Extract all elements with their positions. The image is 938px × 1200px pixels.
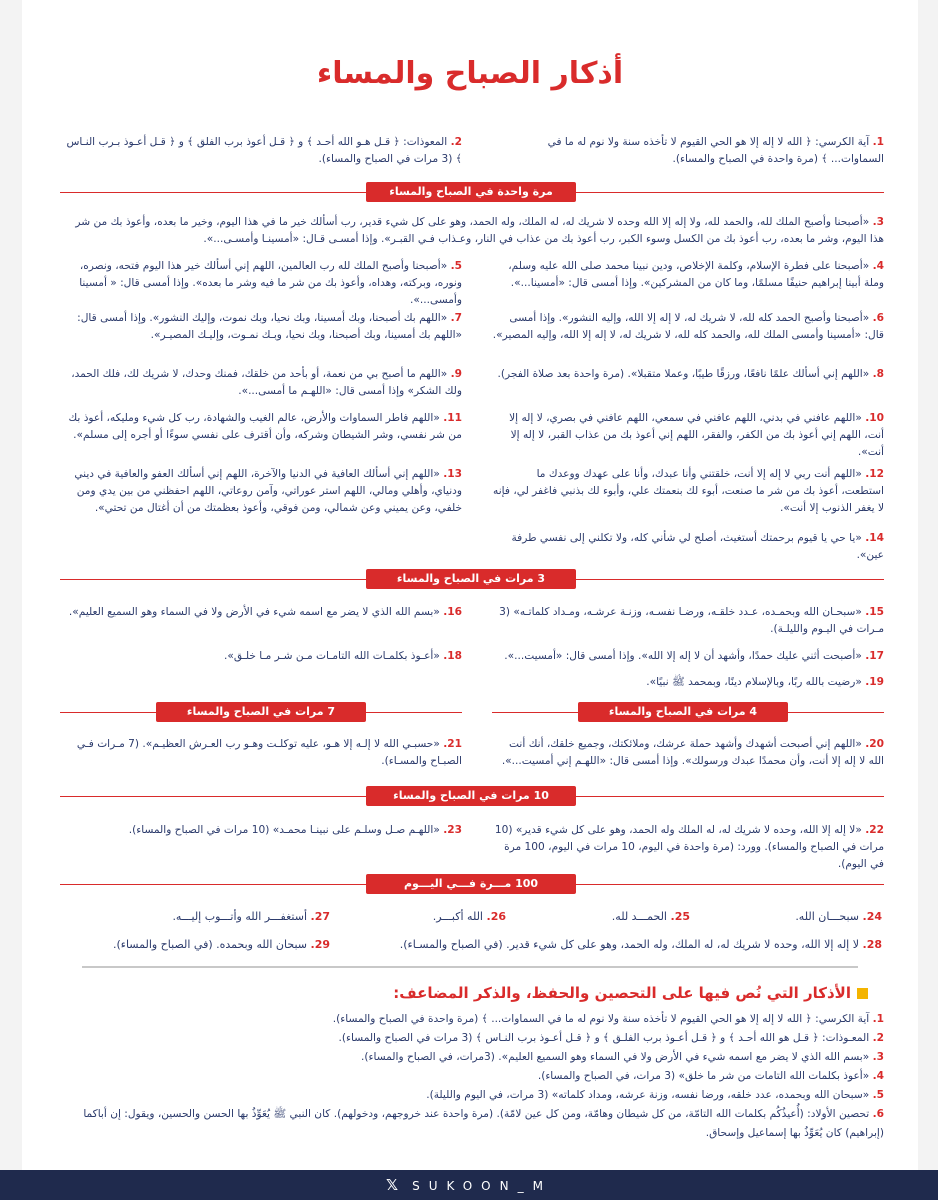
dhikr-item-1 bbox=[492, 134, 884, 168]
dhikr-item-4 bbox=[492, 258, 884, 292]
item-text: «حسبـي الله لا إلـه إلا هـو، عليه توكلـت وهـو رب العـرش العظيـم». (7 مـرات فـي الصبـاح والمسـاء). bbox=[76, 738, 462, 767]
item-number: 5. bbox=[450, 260, 462, 272]
item-number: 3. bbox=[872, 216, 884, 228]
dhikr-item-10 bbox=[492, 410, 884, 461]
item-text: «أعوذ بكلمات الله التامات من شر ما خلق» (3 مرات، في الصباح والمساء). bbox=[537, 1070, 870, 1082]
hundred-item-25 bbox=[612, 910, 690, 923]
item-number: 25. bbox=[670, 910, 690, 923]
item-text: «أعـوذ بكلمـات الله التامـات مـن شـر مـا خلـق». bbox=[224, 650, 440, 662]
list-item bbox=[60, 1105, 884, 1143]
item-text: «بسم الله الذي لا يضر مع اسمه شيء في الأرض ولا في السماء وهو السميع العليم». (3مرات، في الصباح والمساء). bbox=[361, 1051, 870, 1063]
item-number: 9. bbox=[450, 368, 462, 380]
item-text: «لا إله إلا الله، وحده لا شريك له، له الملك وله الحمد، وهو على كل شيء قدير» (10 مرات في الصباح والمساء). وورد: (مرة واحدة في اليوم، 10 مرات في اليوم، 100 مرة في اليوم). bbox=[494, 824, 884, 870]
item-number: 7. bbox=[450, 312, 462, 324]
item-number: 1. bbox=[872, 1013, 884, 1025]
footer-content bbox=[0, 1170, 938, 1200]
item-text: «أصبحنا وأصبح الحمد كله لله، لا شريك له، لا إله إلا الله، وإليه النشور». وإذا أمسى قال: «أمسينا وأمسى الملك لله، والحمد كله لله، لا شريك له، لا إله إلا الله، وإليه المصير». bbox=[492, 312, 884, 341]
item-text: لا إله إلا الله، وحده لا شريك له، له الملك، وله الحمد، وهو على كل شيء قدير. (في الصباح والمسـاء). bbox=[399, 938, 859, 951]
dhikr-item-11 bbox=[60, 410, 462, 444]
hundred-item-27 bbox=[172, 910, 330, 923]
item-text: «اللهم إني أسألك علمًا نافعًا، ورزقًا طيبًا، وعملا متقبلا». (مرة واحدة بعد صلاة الفجر). bbox=[497, 368, 870, 380]
item-number: 19. bbox=[865, 676, 884, 688]
banner-seven: 7 مرات في الصباح والمساء bbox=[156, 702, 366, 722]
list-item bbox=[60, 1010, 884, 1029]
document-page bbox=[22, 0, 918, 1200]
item-number: 4. bbox=[872, 260, 884, 272]
dhikr-item-5 bbox=[60, 258, 462, 309]
hundred-item-26 bbox=[433, 910, 506, 923]
dhikr-item-8 bbox=[492, 366, 884, 383]
item-number: 18. bbox=[443, 650, 462, 662]
dhikr-item-20 bbox=[492, 736, 884, 770]
banner-three: 3 مرات في الصباح والمساء bbox=[366, 569, 576, 589]
item-number: 6. bbox=[872, 1108, 884, 1120]
item-text: «أصبحنا وأصبح الملك لله، والحمد لله، ولا إله إلا الله وحده لا شريك له، له الملك، وله الحمد، وهو على كل شيء قدير، رب أسألك خير ما في هذا اليوم، وخير ما بعده، وأعوذ بك من شر هذا اليوم، وشر ما بعده، رب أعوذ بك من الكسل وسوء الكبر، رب أعوذ بك من عذاب في النار، وعـذاب فـي القبـر». وإذا أمسـى قـال: «أمسينـا وأمسـى...». bbox=[75, 216, 884, 245]
dhikr-item-21 bbox=[60, 736, 462, 770]
section-divider bbox=[82, 966, 858, 968]
item-number: 2. bbox=[450, 136, 462, 148]
banner-hundred: 100 مـــرة فـــي اليـــوم bbox=[366, 874, 576, 894]
item-number: 26. bbox=[486, 910, 506, 923]
item-text: «اللهم إني أسألك العافية في الدنيا والآخرة، اللهم إني أسألك العفو والعافية في ديني ودنياي، وأهلي ومالي، اللهم استر عوراتي، وآمن روعاتي، اللهم احفظني من بين يدي ومن خلفي، وعن يميني وعن شمالي، ومن فوقي، وأعوذ بعظمتك من أن أغتال من تحتي». bbox=[74, 468, 462, 514]
dhikr-item-9 bbox=[60, 366, 462, 400]
dhikr-item-6 bbox=[492, 310, 884, 344]
item-number: 22. bbox=[865, 824, 884, 836]
footer-bar bbox=[0, 1170, 938, 1200]
item-number: 11. bbox=[443, 412, 462, 424]
item-number: 2. bbox=[872, 1032, 884, 1044]
section-title bbox=[393, 984, 868, 1002]
item-text: «اللهم عافني في بدني، اللهم عافني في سمعي، اللهم عافني في بصري، لا إله إلا أنت، اللهم إني أعوذ بك من الكفر، والفقر، اللهم إني أعوذ بك من عذاب القبر، لا إله إلا أنت». bbox=[509, 412, 884, 458]
item-text: «اللهم فاطر السماوات والأرض، عالم الغيب والشهادة، رب كل شيء ومليكه، أعوذ بك من شر نفسي، وشر الشيطان وشركه، وأن أقترف على نفسي سوءًا أو أجره إلى مسلم». bbox=[68, 412, 462, 441]
item-text: تحصين الأولاد: (أُعيذُكُم بكلمات الله التامّة، من كل شيطان وهامّة، ومن كل عين لامّة). (مرة واحدة عند خروجهم، ودخولهم). كان النبي ﷺ يُعَوِّذُ بها الحسن والحسين، ويقول: إن أباكما (إبراهيم) كان يُعَوِّذُ بها إسماعيل وإسحاق. bbox=[83, 1108, 884, 1139]
item-text: «سبحان الله وبحمده، عدد خلقه، ورضا نفسه، وزنة عرشه، ومداد كلماته» (3 مرات، في اليوم والليلة). bbox=[426, 1089, 870, 1101]
hundred-item-24 bbox=[795, 910, 882, 923]
item-text: «رضيت بالله ربًا، وبالإسلام دينًا، وبمحمد ﷺ نبيًا». bbox=[646, 676, 862, 688]
dhikr-item-2 bbox=[60, 134, 462, 168]
item-number: 29. bbox=[310, 938, 330, 951]
item-number: 1. bbox=[872, 136, 884, 148]
section-title-text: الأذكار التي نُص فيها على التحصين والحفظ، والذكر المضاعف: bbox=[393, 984, 851, 1002]
item-text: المعوذات: ﴿ قـل هـو الله أحـد ﴾ و ﴿ قـل أعوذ برب الفلق ﴾ و ﴿ قـل أعـوذ بـرب النـاس ﴾ (3 مرات في الصباح والمساء). bbox=[66, 136, 462, 165]
item-text: «يا حي يا قيوم برحمتك أستغيث، أصلح لي شأني كله، ولا تكلني إلى نفسي طرفة عين». bbox=[511, 532, 884, 561]
item-text: «اللهم ما أصبح بي من نعمة، أو بأحد من خلقك، فمنك وحدك، لا شريك لك، فلك الحمد، ولك الشكر» وإذا أمسى قال: «اللهـم ما أمسى...». bbox=[71, 368, 462, 397]
banner-ten: 10 مرات في الصباح والمساء bbox=[366, 786, 576, 806]
page-title: أذكار الصباح والمساء bbox=[316, 56, 624, 91]
item-text: «أصبحنا على فطرة الإسلام، وكلمة الإخلاص، ودين نبينا محمد صلى الله عليه وسلم، وملة أبينا إبراهيم حنيفًا مسلمًا، وما كان من المشركين». وإذا أمسى قال: «أمسينا...». bbox=[508, 260, 884, 289]
item-text: «اللهم أنت ربي لا إله إلا أنت، خلقتني وأنا عبدك، وأنا على عهدك ووعدك ما استطعت، أعوذ بك من شر ما صنعت، أبوء لك بنعمتك علي، وأبوء لك بذنبي فاغفر لي، فإنه لا يغفر الذنوب إلا أنت». bbox=[493, 468, 884, 514]
item-number: 24. bbox=[862, 910, 882, 923]
dhikr-item-16 bbox=[60, 604, 462, 621]
item-text: الله أكبـــر. bbox=[432, 910, 483, 923]
item-number: 6. bbox=[872, 312, 884, 324]
item-text: سبحان الله وبحمده. (في الصباح والمساء). bbox=[112, 938, 307, 951]
item-number: 28. bbox=[862, 938, 882, 951]
dhikr-item-12 bbox=[492, 466, 884, 517]
item-number: 13. bbox=[443, 468, 462, 480]
x-logo-icon: 𝕏 bbox=[386, 1176, 399, 1194]
item-text: المعـوذات: ﴿ قـل هو الله أحـد ﴾ و ﴿ قـل أعـوذ برب الفلـق ﴾ و ﴿ قـل أعـوذ برب النـاس ﴾ (3 مرات في الصباح والمساء). bbox=[338, 1032, 870, 1044]
item-text: «بسم الله الذي لا يضر مع اسمه شيء في الأرض ولا في السماء وهو السميع العليم». bbox=[68, 606, 440, 618]
item-number: 10. bbox=[865, 412, 884, 424]
item-text: سبحـــان الله. bbox=[795, 910, 859, 923]
footer-handle: SUKOON_M bbox=[412, 1179, 552, 1193]
protection-list bbox=[60, 1010, 884, 1143]
dhikr-item-18 bbox=[60, 648, 462, 665]
item-number: 4. bbox=[872, 1070, 884, 1082]
item-text: «سبحـان الله وبحمـده، عـدد خلقـه، ورضـا نفسـه، وزنـة عرشـه، ومـداد كلماتـه» (3 مـرات في اليـوم والليلـة). bbox=[499, 606, 884, 635]
item-number: 15. bbox=[865, 606, 884, 618]
item-text: «أصبحت أثني عليك حمدًا، وأشهد أن لا إله إلا الله». وإذا أمسى قال: «أمسيت...». bbox=[504, 650, 862, 662]
item-text: «اللهـم صـل وسلـم على نبينـا محمـد» (10 مرات في الصباح والمساء). bbox=[128, 824, 440, 836]
yellow-square-icon bbox=[857, 988, 868, 999]
banner-four: 4 مرات في الصباح والمساء bbox=[578, 702, 788, 722]
item-text: الحمـــد لله. bbox=[611, 910, 667, 923]
item-text: آية الكرسي: ﴿ الله لا إله إلا هو الحي القيوم لا تأخذه سنة ولا نوم له ما في السماوات... ﴾ (مرة واحدة في الصباح والمساء). bbox=[332, 1013, 870, 1025]
item-number: 8. bbox=[872, 368, 884, 380]
dhikr-item-7 bbox=[60, 310, 462, 344]
item-number: 17. bbox=[865, 650, 884, 662]
item-text: آية الكرسي: ﴿ الله لا إله إلا هو الحي القيوم لا تأخذه سنة ولا نوم له ما في السماوات... ﴾ (مرة واحدة في الصباح والمساء). bbox=[547, 136, 884, 165]
item-number: 23. bbox=[443, 824, 462, 836]
list-item bbox=[60, 1086, 884, 1105]
dhikr-item-3 bbox=[60, 214, 884, 248]
item-number: 21. bbox=[443, 738, 462, 750]
dhikr-item-15 bbox=[492, 604, 884, 638]
item-text: «اللهم بك أصبحنا، وبك أمسينا، وبك نحيا، وبك نموت، وإليك النشور». وإذا أمسى قال: «اللهم بك أمسينا، وبك أصبحنا، وبك نحيا، وبـك نمـوت، وإليـك المصيـر». bbox=[77, 312, 462, 341]
item-number: 20. bbox=[865, 738, 884, 750]
item-number: 27. bbox=[310, 910, 330, 923]
item-number: 3. bbox=[872, 1051, 884, 1063]
item-number: 14. bbox=[865, 532, 884, 544]
dhikr-item-13 bbox=[60, 466, 462, 517]
item-text: «أصبحنا وأصبح الملك لله رب العالمين، اللهم إني أسألك خير هذا اليوم فتحه، ونصره، ونوره، وبركته، وهداه، وأعوذ بك من شر ما فيه وشر ما بعده». وإذا أمسى قال: « أمسينا وأمسى...». bbox=[79, 260, 462, 306]
dhikr-item-23 bbox=[60, 822, 462, 839]
item-text: «اللهم إني أصبحت أشهدك وأشهد حملة عرشك، وملائكتك، وجميع خلقك، أنك أنت الله لا إله إلا أنت، وأن محمدًا عبدك ورسولك». وإذا أمسى قال: «اللهـم إني أمسيت...». bbox=[501, 738, 884, 767]
list-item bbox=[60, 1029, 884, 1048]
list-item bbox=[60, 1067, 884, 1086]
item-number: 12. bbox=[865, 468, 884, 480]
item-number: 5. bbox=[872, 1089, 884, 1101]
item-text: أستغفـــر الله وأتـــوب إليـــه. bbox=[172, 910, 307, 923]
item-number: 16. bbox=[443, 606, 462, 618]
dhikr-item-17 bbox=[492, 648, 884, 665]
hundred-item-28 bbox=[400, 938, 882, 951]
dhikr-item-19 bbox=[492, 674, 884, 691]
hundred-item-29 bbox=[113, 938, 330, 951]
dhikr-item-14 bbox=[492, 530, 884, 564]
list-item bbox=[60, 1048, 884, 1067]
dhikr-item-22 bbox=[492, 822, 884, 873]
banner-once: مرة واحدة في الصباح والمساء bbox=[366, 182, 576, 202]
